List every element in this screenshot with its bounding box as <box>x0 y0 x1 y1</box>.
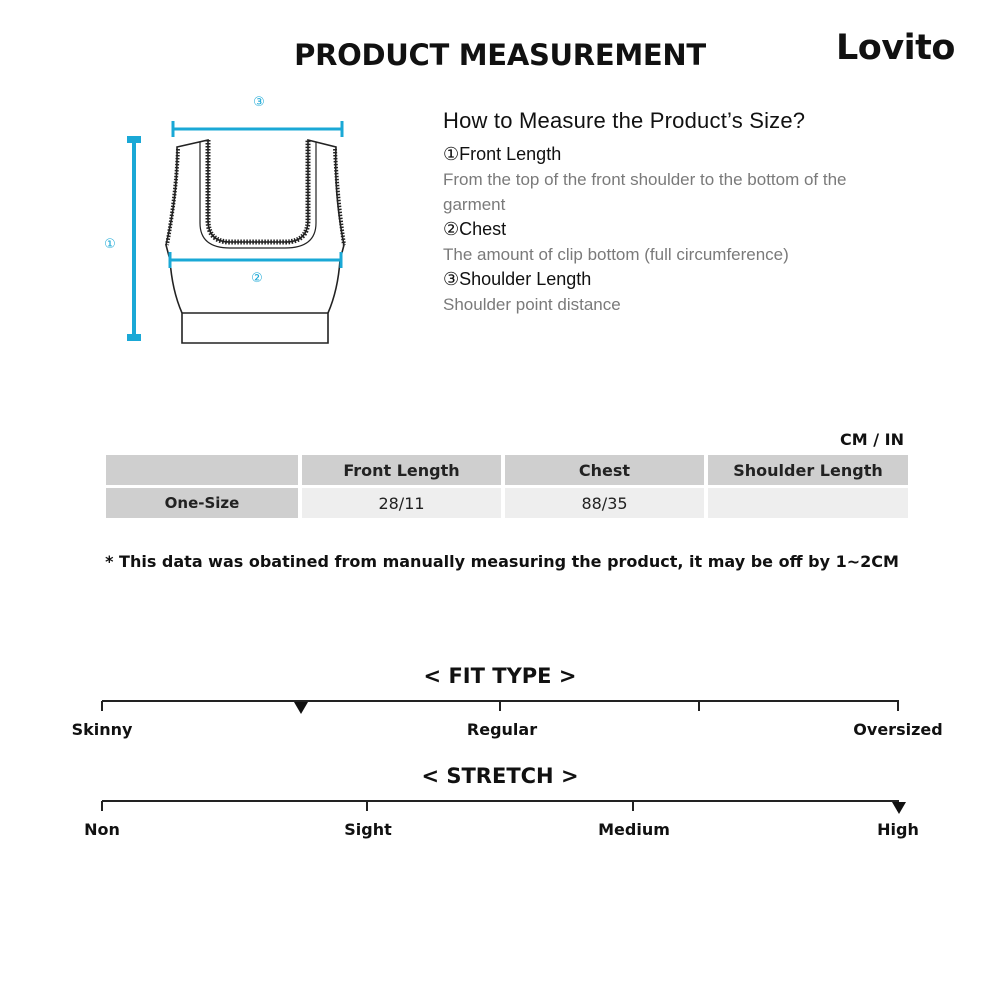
shoulder-length-marker: ③ <box>253 95 265 110</box>
measure-desc-chest: The amount of clip bottom (full circumference) <box>443 245 789 264</box>
fit-type-tick <box>897 701 899 711</box>
stretch-label-medium: Medium <box>598 820 670 839</box>
table-cell-size: One-Size <box>106 488 298 518</box>
table-cell-shoulder-length <box>708 488 908 518</box>
stretch-tick <box>366 801 368 811</box>
fit-type-tick <box>499 701 501 711</box>
stretch-scale-line <box>102 800 899 802</box>
stretch-title: < STRETCH > <box>421 764 579 788</box>
front-length-dimension <box>100 136 141 341</box>
table-cell-front-length: 28/11 <box>302 488 501 518</box>
stretch-label-non: Non <box>84 820 120 839</box>
fit-type-marker <box>294 702 308 714</box>
stretch-marker <box>892 802 906 814</box>
measure-label-shoulder: ③Shoulder Length <box>443 269 592 289</box>
fit-type-label-oversized: Oversized <box>853 720 943 739</box>
table-header-row <box>106 455 908 485</box>
crop-top-outline <box>166 140 344 343</box>
fit-type-title: < FIT TYPE > <box>423 664 577 688</box>
unit-label: CM / IN <box>840 430 904 449</box>
table-cell-chest: 88/35 <box>505 488 704 518</box>
stretch-label-sight: Sight <box>344 820 392 839</box>
front-length-marker: ① <box>104 237 116 252</box>
measure-desc-shoulder: Shoulder point distance <box>443 295 621 314</box>
fit-type-label-regular: Regular <box>466 720 538 739</box>
table-header-front-length: Front Length <box>302 455 501 485</box>
page-title: PRODUCT MEASUREMENT <box>294 38 706 72</box>
stretch-tick <box>632 801 634 811</box>
size-table <box>102 452 912 521</box>
brand-logo: Lovito <box>836 28 955 68</box>
fit-type-tick <box>698 701 700 711</box>
how-to-title: How to Measure the Product’s Size? <box>443 108 806 133</box>
stretch-label-high: High <box>877 820 919 839</box>
fit-type-tick <box>101 701 103 711</box>
measure-label-chest: ②Chest <box>443 219 507 239</box>
fit-type-label-skinny: Skinny <box>71 720 133 739</box>
stretch-tick <box>101 801 103 811</box>
table-row <box>106 488 908 518</box>
measurement-note: * This data was obatined from manually measuring the product, it may be off by 1~2CM <box>105 552 899 571</box>
measure-desc-front-length: From the top of the front shoulder to the bottom of the garment <box>443 170 847 214</box>
table-header-blank <box>106 455 298 485</box>
table-header-chest: Chest <box>505 455 704 485</box>
how-to-measure <box>443 108 913 317</box>
table-header-shoulder-length: Shoulder Length <box>708 455 908 485</box>
chest-marker: ② <box>251 271 263 286</box>
measure-label-front-length: ①Front Length <box>443 144 562 164</box>
shoulder-length-dimension <box>173 91 342 137</box>
garment-diagram <box>90 85 370 360</box>
